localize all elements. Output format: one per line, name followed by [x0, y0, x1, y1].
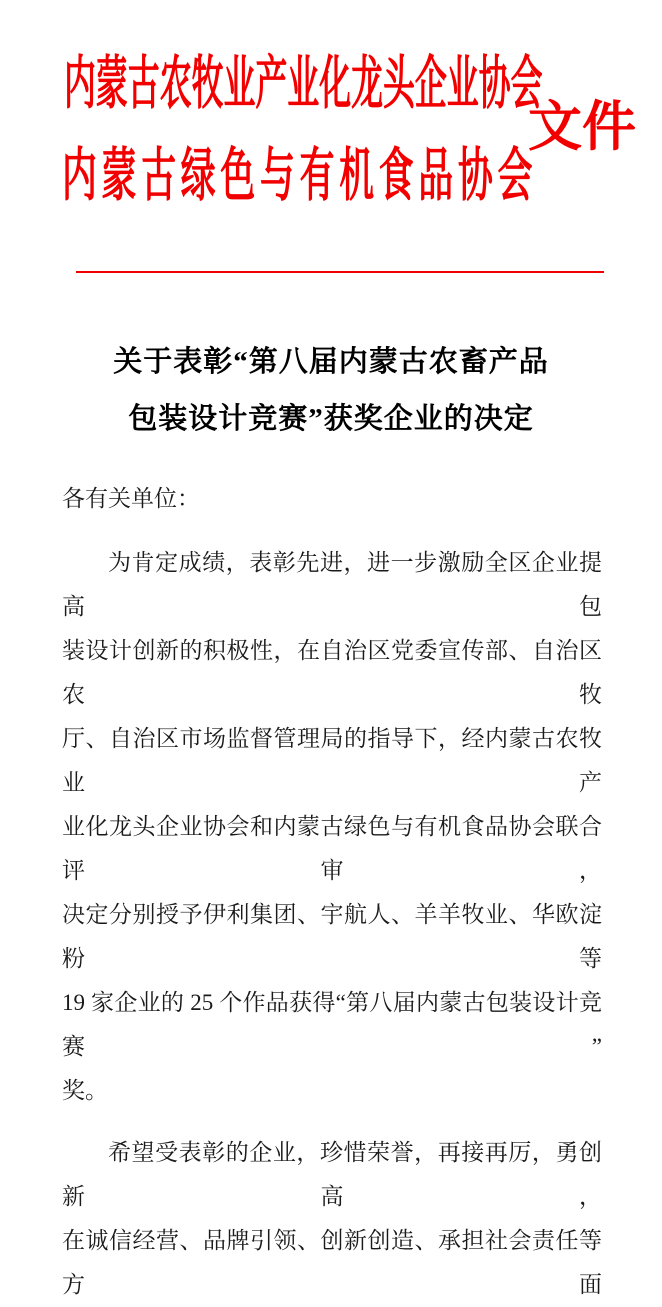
letterhead-doc-type-label: 文件: [528, 97, 636, 157]
body-line: 决定分别授予伊利集团、宇航人、羊羊牧业、华欧淀粉等: [62, 902, 602, 971]
body-line: 装设计创新的积极性，在自治区党委宣传部、自治区农牧: [62, 638, 602, 707]
body-line: 厅、自治区市场监督管理局的指导下，经内蒙古农牧业产: [62, 726, 602, 795]
body-line: 为肯定成绩，表彰先进，进一步激励全区企业提高包: [62, 550, 602, 619]
body-paragraph-2: [62, 1131, 602, 1307]
body-line: 业化龙头企业协会和内蒙古绿色与有机食品协会联合评审，: [62, 814, 602, 883]
salutation: 各有关单位：: [62, 486, 200, 511]
body-paragraph-1: [62, 541, 602, 1113]
document-body: [62, 477, 602, 1307]
body-line: 19 家企业的 25 个作品获得“第八届内蒙古包装设计竞赛”: [62, 990, 602, 1059]
document-title: [0, 334, 662, 448]
letterhead-org-name-line1: 内蒙古农牧业产业化龙头企业协会: [64, 51, 543, 116]
letterhead-org-name-line2: 内蒙古绿色与有机食品协会: [62, 143, 538, 208]
body-line: 在诚信经营、品牌引领、创新创造、承担社会责任等方面: [62, 1228, 602, 1297]
document-title-line2: 包装设计竞赛”获奖企业的决定: [128, 403, 534, 435]
letterhead-separator-line: [76, 271, 604, 273]
body-line: 奖。: [62, 1078, 108, 1103]
document-title-line1: 关于表彰“第八届内蒙古农畜产品: [113, 346, 549, 378]
body-line: 希望受表彰的企业，珍惜荣誉，再接再厉，勇创新高，: [62, 1140, 602, 1209]
